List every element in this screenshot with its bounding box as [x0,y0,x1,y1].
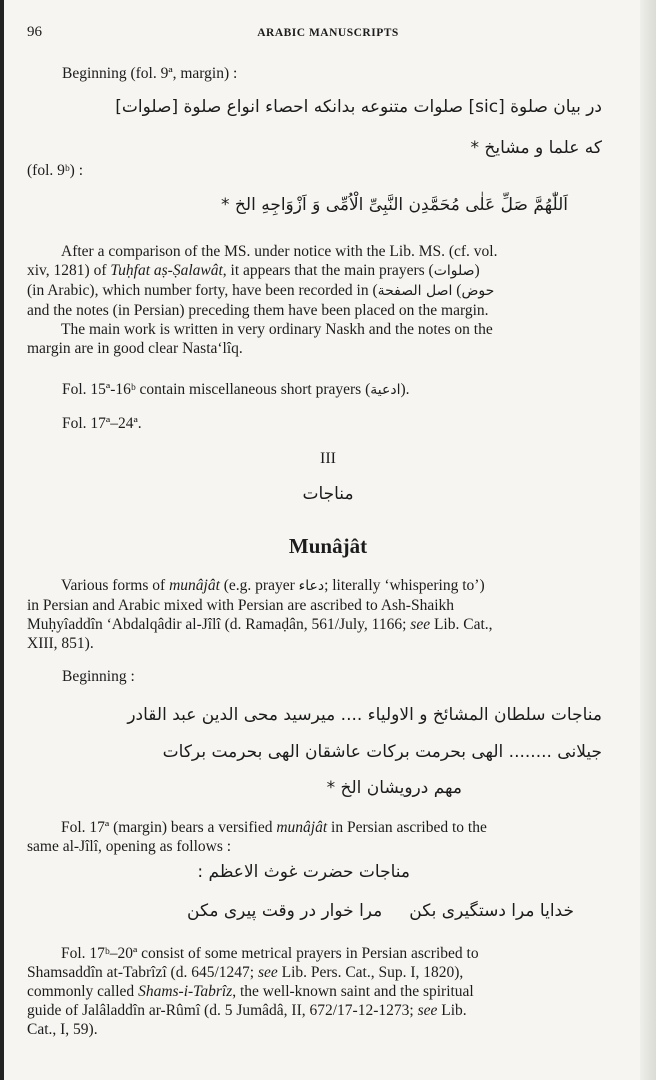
beginning-label: Beginning (fol. 9ª, margin) : [62,65,238,82]
arabic-line: جیلانی ........ الهی بحرمت برکات عاشقان الهی بحرمت برکات [162,742,602,762]
fol-label: (fol. 9ᵇ) : [27,162,84,179]
arabic-line: که علما و مشایخ * [470,138,602,158]
section-title: Munâjât [288,534,368,558]
beginning-label: Beginning : [62,668,135,685]
arabic-line: اَللّٰهُمَّ صَلِّ عَلٰی مُحَمَّدِن النَّبِیِّ الْاُمِّی وَ اَزْوَاجِهِ الخ * [221,195,568,215]
arabic-line: مناجات سلطان المشائخ و الاولیاء .... میرسید محی الدین عبد القادر [127,705,602,725]
folio-range: Fol. 17ª–24ª. [62,415,142,432]
section-arabic-title: مناجات [302,484,354,504]
paragraph: After a comparison of the MS. under notice with the Lib. MS. (cf. vol. xiv, 1281) of Tuḥfat aṣ-Ṣalawât, it appears that the main prayers (صلوات) (in Arabic), which number forty, have been recorded in ( حوض) اصل الصفحة and the notes (in Persian) preceding them have been placed on the margin. The main work is written in very ordinary Naskh and the notes on the margin are in good clear Nastaʻlîq. [27,243,498,357]
paragraph: Various forms of munâjât (e.g. prayer دعاء; literally ‘whispering to’) in Persian and Arabic mixed with Persian are ascribed to Ash-Shaikh Muḥyîaddîn ‘Abdalqâdir al-Jîlî (d. Ramaḍân, 561/July, 1166; see Lib. Cat., XIII, 851). [27,577,493,652]
paragraph: Fol. 17ᵇ–20ª consist of some metrical prayers in Persian ascribed to Shamsaddîn at-Tabrîzî (d. 645/1247; see Lib. Pers. Cat., Sup. I, 1820), commonly called Shams-i-Tabrîz, the well-known saint and the spiritual guide of Jalâladdîn ar-Rûmî (d. 5 Jumâdâ, II, 672/17-12-1273; see Lib. Cat., I, 59). [27,945,479,1038]
arabic-line: در بیان صلوة [sic] صلوات متنوعه بدانکه احصاء انواع صلوة [صلوات] [115,97,602,117]
running-title: ARABIC MANUSCRIPTS [257,27,399,39]
arabic-heading: مناجات حضرت غوث الاعظم : [197,862,410,882]
page-number: 96 [27,24,42,40]
misc-prayers: Fol. 15ª-16ᵇ contain miscellaneous short prayers (ادعیة). [62,381,410,398]
paragraph: Fol. 17ª (margin) bears a versified munâjât in Persian ascribed to the same al-Jîlî, opening as follows : [27,819,487,855]
arabic-line: مهم درویشان الخ * [326,778,462,798]
arabic-verse: خدایا مرا دستگیری بکن مرا خوار در وقت پیری مکن [187,901,574,921]
section-number: III [320,450,336,467]
